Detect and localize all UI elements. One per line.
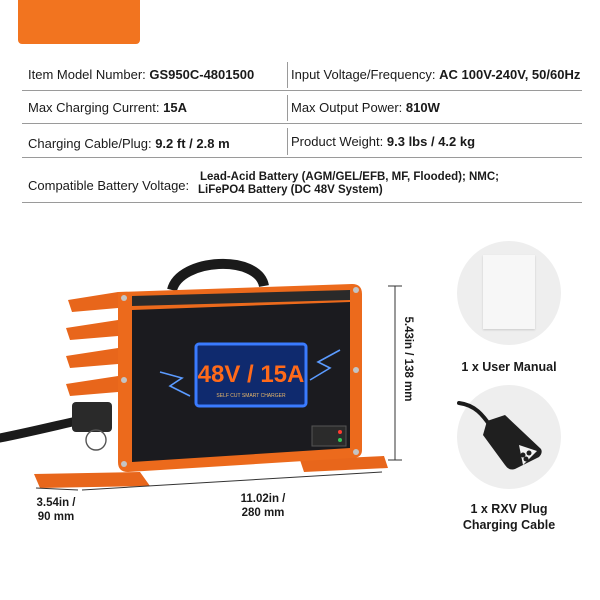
carry-handle xyxy=(172,264,264,290)
spec-row-1 xyxy=(22,60,582,91)
power-label: Max Output Power: xyxy=(291,100,403,115)
rxv-plug-label xyxy=(439,501,579,533)
current-field xyxy=(28,100,187,116)
input-label: Input Voltage/Frequency: xyxy=(291,67,436,82)
user-manual-icon xyxy=(483,255,535,329)
depth-line-1: 3.54in / xyxy=(36,497,76,509)
power-field xyxy=(291,100,440,116)
width-dimension-label xyxy=(228,492,298,520)
cable-value: 9.2 ft / 2.8 m xyxy=(155,136,230,151)
cooling-fins xyxy=(66,292,118,396)
model-label: Item Model Number: xyxy=(28,67,146,82)
depth-dimension-line xyxy=(36,488,78,490)
cable-label: Charging Cable/Plug: xyxy=(28,136,152,151)
rxv-plug-icon xyxy=(457,385,561,489)
base-plate-left xyxy=(34,472,150,488)
input-value: AC 100V-240V, 50/60Hz xyxy=(439,67,581,82)
header-bar xyxy=(0,0,600,46)
weight-field xyxy=(291,134,475,150)
status-indicator-panel xyxy=(312,426,346,446)
compat-line-2: LiFePO4 Battery (DC 48V System) xyxy=(198,184,383,196)
column-divider xyxy=(287,62,288,88)
column-divider xyxy=(287,128,288,155)
rxv-plug-circle xyxy=(457,385,561,489)
height-dimension-label: 5.43in / 138 mm xyxy=(402,316,414,402)
width-line-2: 280 mm xyxy=(241,507,285,519)
column-divider xyxy=(287,95,288,121)
rxv-plug-line-2: Charging Cable xyxy=(462,518,556,532)
user-manual-circle xyxy=(457,241,561,345)
input-field xyxy=(291,67,580,83)
compat-line-1: Lead-Acid Battery (AGM/GEL/EFB, MF, Flooded); NMC; xyxy=(200,171,499,183)
compat-field xyxy=(198,171,499,197)
weight-value: 9.3 lbs / 4.2 kg xyxy=(386,134,476,149)
certification-mark-icon xyxy=(86,430,106,450)
power-value: 810W xyxy=(405,100,440,115)
brand-tab xyxy=(18,0,140,44)
status-led-red xyxy=(338,430,342,434)
weight-label: Product Weight: xyxy=(291,134,384,149)
spec-row-4 xyxy=(22,158,582,203)
current-label: Max Charging Current: xyxy=(28,100,160,115)
depth-line-2: 90 mm xyxy=(37,511,75,523)
compat-label: Compatible Battery Voltage: xyxy=(28,178,190,193)
cable-plug-boot xyxy=(72,402,112,432)
cable-field xyxy=(28,136,230,152)
depth-dimension-label xyxy=(30,496,82,524)
spec-row-2 xyxy=(22,91,582,124)
spec-row-3 xyxy=(22,124,582,158)
current-value: 15A xyxy=(163,100,187,115)
model-field xyxy=(28,67,254,83)
charger-illustration xyxy=(0,250,420,520)
display-main-text: 48V / 15A xyxy=(197,361,305,388)
status-led-green xyxy=(338,438,342,442)
display-sub-text: SELF CUT SMART CHARGER xyxy=(216,393,286,399)
width-line-1: 11.02in / xyxy=(240,493,286,505)
rxv-plug-line-1: 1 x RXV Plug xyxy=(470,502,548,516)
user-manual-label: 1 x User Manual xyxy=(461,360,557,374)
model-value: GS950C-4801500 xyxy=(149,67,255,82)
